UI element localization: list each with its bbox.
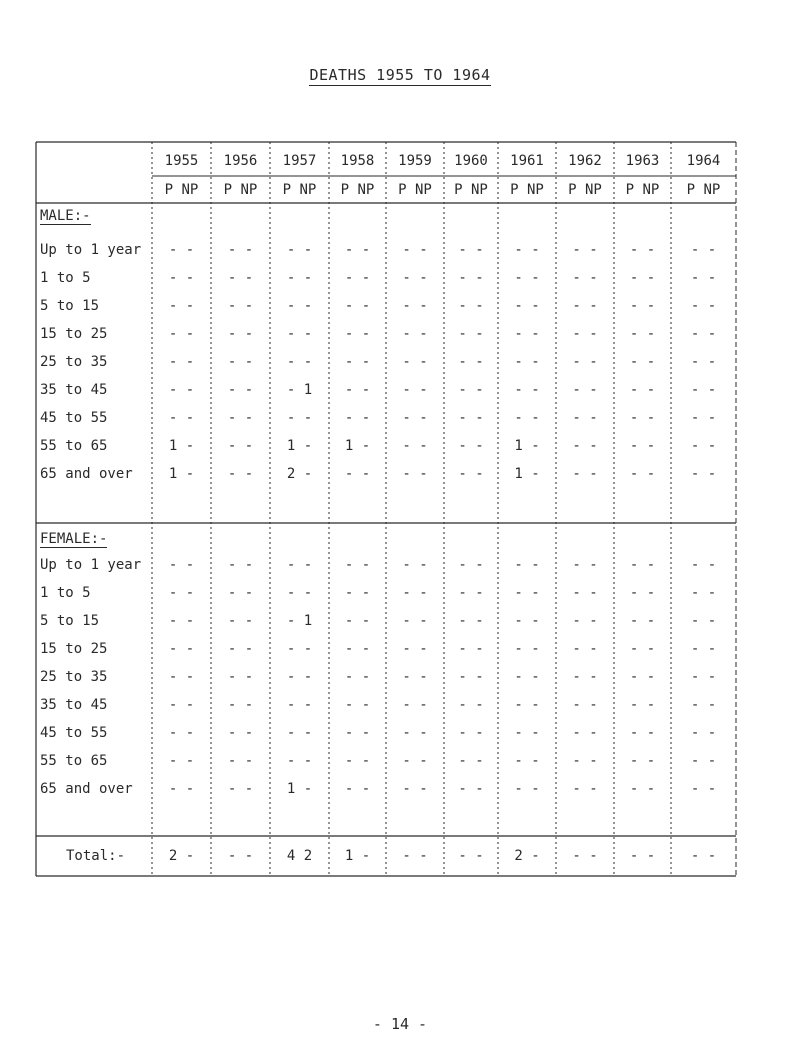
table-cell: - -	[286, 242, 313, 258]
table-cell: - -	[629, 410, 656, 426]
row-label: 25 to 35	[40, 669, 108, 685]
pnp-header: P NP	[568, 182, 602, 198]
row-label: Total:-	[66, 848, 126, 864]
table-cell: - -	[168, 354, 195, 370]
table-cell: - -	[458, 438, 484, 454]
year-header-1958: 1958	[340, 153, 375, 169]
table-cell: - -	[168, 781, 195, 797]
table-cell: - -	[344, 725, 371, 741]
table-cell: - -	[168, 270, 195, 286]
table-cell: - -	[402, 298, 428, 314]
table-cell: - -	[514, 557, 540, 573]
table-cell: - -	[286, 753, 313, 769]
table-cell: - -	[227, 466, 254, 482]
row-label: Up to 1 year	[40, 242, 142, 258]
table-cell: - -	[458, 354, 484, 370]
table-cell: 1 -	[514, 438, 540, 454]
table-cell: - -	[344, 242, 371, 258]
year-header-1956: 1956	[223, 153, 258, 169]
table-cell: - -	[286, 354, 313, 370]
table-cell: - -	[514, 270, 540, 286]
table-cell: - -	[572, 641, 598, 657]
table-cell: - -	[629, 781, 656, 797]
table-cell: - -	[690, 613, 717, 629]
table-cell: - -	[458, 326, 484, 342]
table-cell: - -	[690, 697, 717, 713]
row-label: 1 to 5	[40, 585, 91, 601]
table-cell: - -	[286, 585, 313, 601]
table-cell: - -	[458, 697, 484, 713]
table-cell: - -	[402, 669, 428, 685]
table-cell: - -	[402, 697, 428, 713]
table-cell: - -	[168, 641, 195, 657]
table-cell: - -	[344, 410, 371, 426]
table-cell: - -	[629, 725, 656, 741]
year-header-1964: 1964	[686, 153, 721, 169]
row-label: 15 to 25	[40, 641, 108, 657]
row-label: 25 to 35	[40, 354, 108, 370]
table-cell: - -	[572, 438, 598, 454]
table-cell: - -	[402, 354, 428, 370]
table-cell: - -	[402, 753, 428, 769]
table-cell: - -	[286, 669, 313, 685]
year-header-1960: 1960	[454, 153, 488, 169]
table-cell: - -	[572, 725, 598, 741]
table-cell: - -	[514, 753, 540, 769]
table-cell: - -	[690, 781, 717, 797]
table-cell: - -	[514, 585, 540, 601]
table-cell: - -	[227, 753, 254, 769]
table-cell: - -	[458, 781, 484, 797]
table-cell: - -	[572, 697, 598, 713]
table-cell: - -	[227, 298, 254, 314]
table-cell: - -	[458, 848, 484, 864]
table-cell: - -	[514, 354, 540, 370]
table-cell: - -	[629, 669, 656, 685]
year-header-1959: 1959	[398, 153, 432, 169]
table-cell: - -	[227, 781, 254, 797]
table-cell: - -	[629, 585, 656, 601]
table-cell: - -	[690, 641, 717, 657]
table-cell: - -	[629, 848, 656, 864]
table-cell: - -	[344, 354, 371, 370]
pnp-header: P NP	[454, 182, 488, 198]
row-label: 15 to 25	[40, 326, 108, 342]
table-cell: - -	[344, 781, 371, 797]
table-cell: 1 -	[168, 466, 195, 482]
table-cell: - -	[458, 557, 484, 573]
table-cell: - -	[344, 557, 371, 573]
table-cell: 1 -	[168, 438, 195, 454]
table-cell: - -	[286, 298, 313, 314]
table-cell: - -	[629, 753, 656, 769]
table-cell: 1 -	[344, 438, 371, 454]
pnp-header: P NP	[223, 182, 258, 198]
table-cell: - -	[227, 613, 254, 629]
table-cell: - -	[572, 242, 598, 258]
table-cell: - -	[629, 557, 656, 573]
table-cell: - -	[572, 753, 598, 769]
table-cell: - -	[690, 242, 717, 258]
table-cell: - -	[690, 326, 717, 342]
table-cell: - -	[168, 382, 195, 398]
year-header-1955: 1955	[164, 153, 199, 169]
table-cell: - -	[514, 382, 540, 398]
table-cell: - -	[168, 326, 195, 342]
table-cell: - -	[227, 270, 254, 286]
table-cell: - -	[690, 466, 717, 482]
table-cell: - -	[227, 242, 254, 258]
table-cell: - -	[458, 242, 484, 258]
table-cell: - -	[572, 781, 598, 797]
table-cell: - -	[227, 410, 254, 426]
pnp-header: P NP	[398, 182, 432, 198]
table-cell: - -	[402, 466, 428, 482]
year-header-1963: 1963	[625, 153, 660, 169]
row-label: Up to 1 year	[40, 557, 142, 573]
table-cell: - -	[227, 438, 254, 454]
table-cell: - -	[629, 613, 656, 629]
table-cell: - -	[690, 669, 717, 685]
table-cell: - -	[402, 242, 428, 258]
table-cell: - -	[514, 326, 540, 342]
table-cell: - -	[168, 697, 195, 713]
table-cell: - -	[690, 270, 717, 286]
table-cell: - -	[690, 298, 717, 314]
table-cell: - -	[690, 753, 717, 769]
table-cell: - -	[514, 669, 540, 685]
table-cell: - -	[690, 354, 717, 370]
table-cell: - -	[344, 697, 371, 713]
male-heading: MALE:-	[40, 208, 91, 224]
table-cell: - 1	[286, 382, 313, 398]
table-cell: - -	[572, 585, 598, 601]
table-cell: - -	[168, 669, 195, 685]
table-cell: - -	[402, 326, 428, 342]
table-cell: - -	[572, 613, 598, 629]
table-cell: - -	[458, 298, 484, 314]
table-cell: - -	[168, 725, 195, 741]
pnp-header: P NP	[686, 182, 721, 198]
table-cell: - -	[629, 438, 656, 454]
table-cell: 4 2	[286, 848, 313, 864]
pnp-header: P NP	[625, 182, 660, 198]
row-label: 45 to 55	[40, 410, 108, 426]
table-cell: - -	[402, 613, 428, 629]
table-cell: - -	[168, 585, 195, 601]
table-cell: 1 -	[286, 438, 313, 454]
table-cell: - -	[286, 270, 313, 286]
pnp-header: P NP	[282, 182, 317, 198]
table-cell: - -	[402, 585, 428, 601]
table-cell: - -	[690, 585, 717, 601]
table-cell: - -	[168, 613, 195, 629]
table-cell: - -	[572, 669, 598, 685]
table-cell: - -	[572, 354, 598, 370]
table-cell: - -	[402, 410, 428, 426]
row-label: 5 to 15	[40, 298, 100, 314]
table-cell: - -	[286, 410, 313, 426]
table-cell: - -	[690, 848, 717, 864]
table-cell: - -	[168, 753, 195, 769]
table-cell: - -	[227, 669, 254, 685]
table-cell: - -	[402, 848, 428, 864]
table-cell: - -	[690, 382, 717, 398]
table-cell: - -	[286, 725, 313, 741]
table-cell: - -	[690, 725, 717, 741]
table-cell: - -	[402, 270, 428, 286]
table-cell: - -	[514, 298, 540, 314]
table-cell: - -	[629, 354, 656, 370]
table-cell: - -	[344, 326, 371, 342]
table-cell: - -	[629, 298, 656, 314]
pnp-header: P NP	[164, 182, 199, 198]
table-cell: - -	[572, 382, 598, 398]
table-cell: - -	[514, 242, 540, 258]
table-cell: - -	[514, 781, 540, 797]
table-cell: - -	[286, 557, 313, 573]
table-cell: 2 -	[286, 466, 313, 482]
table-cell: - -	[458, 382, 484, 398]
table-cell: - -	[458, 410, 484, 426]
table-cell: - -	[572, 557, 598, 573]
pnp-header: P NP	[510, 182, 544, 198]
row-label: 65 and over	[40, 781, 133, 797]
table-cell: - -	[629, 697, 656, 713]
table-cell: 1 -	[286, 781, 313, 797]
table-cell: 2 -	[514, 848, 540, 864]
table-cell: - -	[344, 298, 371, 314]
female-heading: FEMALE:-	[40, 531, 108, 547]
table-cell: - -	[227, 326, 254, 342]
table-cell: - -	[690, 557, 717, 573]
row-label: 65 and over	[40, 466, 133, 482]
table-cell: - -	[344, 585, 371, 601]
table-cell: - -	[572, 326, 598, 342]
table-cell: - 1	[286, 613, 313, 629]
table-cell: - -	[629, 326, 656, 342]
table-cell: - -	[227, 641, 254, 657]
table-cell: - -	[514, 410, 540, 426]
table-cell: - -	[227, 382, 254, 398]
table-cell: - -	[458, 613, 484, 629]
table-cell: - -	[458, 725, 484, 741]
table-cell: - -	[458, 270, 484, 286]
page-title: DEATHS 1955 TO 1964	[309, 66, 491, 84]
row-label: 55 to 65	[40, 438, 108, 454]
row-label: 1 to 5	[40, 270, 91, 286]
table-cell: - -	[227, 848, 254, 864]
table-cell: - -	[402, 382, 428, 398]
table-cell: - -	[572, 410, 598, 426]
table-cell: - -	[458, 585, 484, 601]
table-cell: - -	[629, 466, 656, 482]
table-cell: - -	[168, 557, 195, 573]
table-cell: - -	[168, 242, 195, 258]
table-cell: - -	[227, 585, 254, 601]
table-cell: - -	[402, 557, 428, 573]
table-cell: - -	[514, 613, 540, 629]
table-cell: - -	[344, 466, 371, 482]
page-number: - 14 -	[372, 1015, 428, 1033]
table-cell: - -	[402, 641, 428, 657]
pnp-header: P NP	[340, 182, 375, 198]
year-header-1961: 1961	[510, 153, 544, 169]
table-cell: 2 -	[168, 848, 195, 864]
table-cell: - -	[344, 753, 371, 769]
table-cell: - -	[458, 641, 484, 657]
table-cell: - -	[629, 270, 656, 286]
table-cell: - -	[458, 669, 484, 685]
table-cell: - -	[629, 242, 656, 258]
table-cell: - -	[168, 298, 195, 314]
table-cell: - -	[402, 781, 428, 797]
table-cell: - -	[227, 354, 254, 370]
table-cell: - -	[344, 382, 371, 398]
table-cell: - -	[227, 697, 254, 713]
table-cell: - -	[514, 725, 540, 741]
table-cell: - -	[402, 725, 428, 741]
table-cell: - -	[572, 270, 598, 286]
table-cell: - -	[286, 641, 313, 657]
table-cell: - -	[514, 641, 540, 657]
table-cell: - -	[572, 466, 598, 482]
table-cell: - -	[402, 438, 428, 454]
year-header-1962: 1962	[568, 153, 602, 169]
table-cell: - -	[514, 697, 540, 713]
table-cell: - -	[690, 410, 717, 426]
table-cell: - -	[344, 613, 371, 629]
row-label: 45 to 55	[40, 725, 108, 741]
table-cell: - -	[344, 270, 371, 286]
row-label: 55 to 65	[40, 753, 108, 769]
table-cell: - -	[344, 641, 371, 657]
table-cell: - -	[458, 466, 484, 482]
table-cell: - -	[286, 326, 313, 342]
table-cell: - -	[629, 641, 656, 657]
table-cell: - -	[344, 669, 371, 685]
table-cell: - -	[572, 848, 598, 864]
table-cell: - -	[629, 382, 656, 398]
table-cell: - -	[572, 298, 598, 314]
table-cell: - -	[168, 410, 195, 426]
row-label: 5 to 15	[40, 613, 100, 629]
table-cell: 1 -	[514, 466, 540, 482]
table-cell: - -	[227, 557, 254, 573]
table-cell: - -	[286, 697, 313, 713]
table-cell: - -	[690, 438, 717, 454]
row-label: 35 to 45	[40, 382, 108, 398]
year-header-1957: 1957	[282, 153, 317, 169]
table-cell: 1 -	[344, 848, 371, 864]
row-label: 35 to 45	[40, 697, 108, 713]
table-cell: - -	[458, 753, 484, 769]
table-cell: - -	[227, 725, 254, 741]
